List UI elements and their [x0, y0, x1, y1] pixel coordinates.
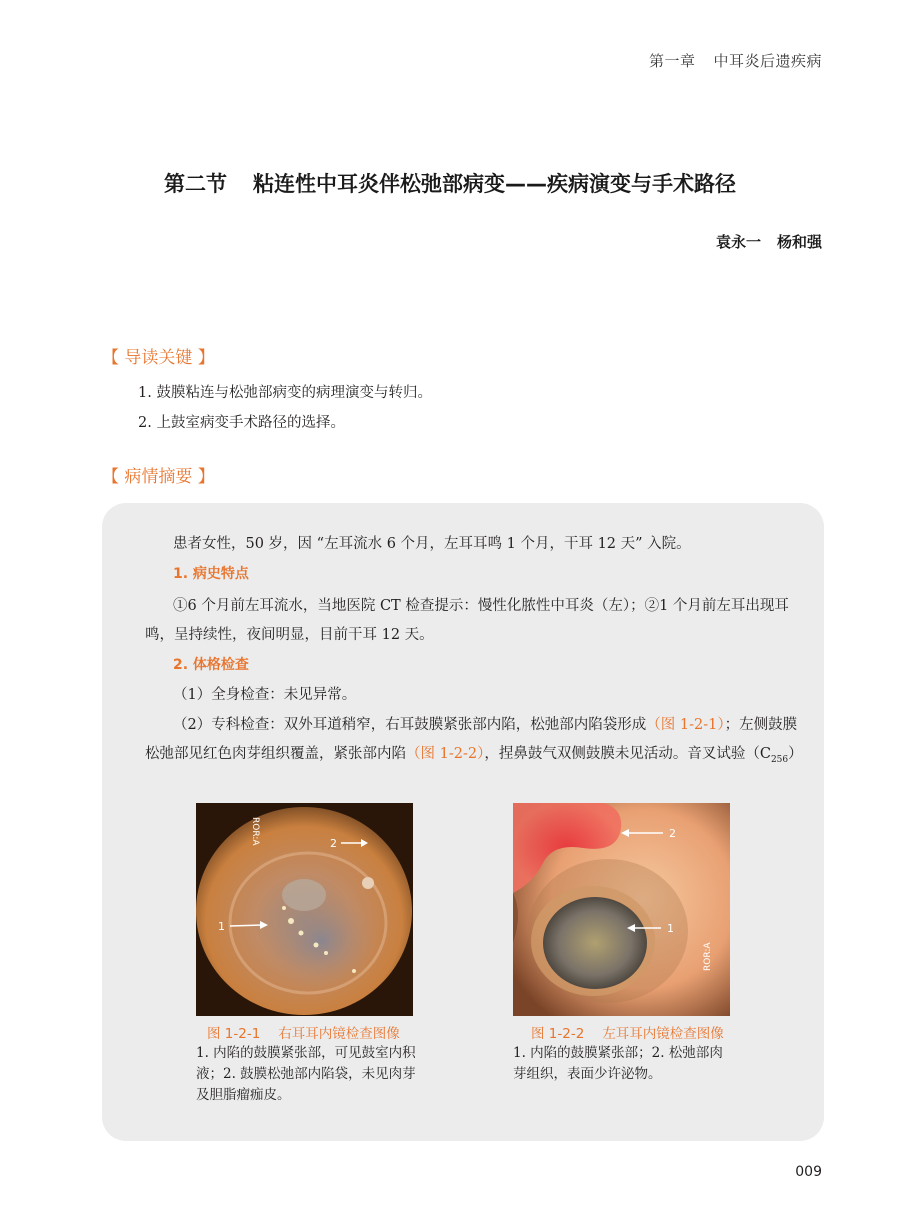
section-number: 第二节 — [164, 172, 227, 196]
case-intro: 患者女性，50 岁，因 “左耳流水 6 个月，左耳耳鸣 1 个月，干耳 12 天” 入院。 — [173, 536, 691, 552]
guide-item: 2. 上鼓室病变手术路径的选择。 — [138, 415, 345, 431]
caption-line: 1. 内陷的鼓膜紧张部；2. 松弛部肉 — [513, 1045, 723, 1061]
exam-text: 松弛部见红色肉芽组织覆盖，紧张部内陷 — [145, 746, 406, 762]
exam-general: （1）全身检查：未见异常。 — [173, 687, 357, 703]
guide-list — [138, 378, 432, 438]
figure-label: 图 1-2-2 — [531, 1026, 585, 1042]
exam-heading: 2. 体格检查 — [173, 657, 249, 673]
history-text: ①6 个月前左耳流水，当地医院 CT 检查提示：慢性化脓性中耳炎（左）；②1 个月前左耳出现耳 — [173, 598, 789, 614]
figure-caption-body — [513, 1043, 723, 1085]
arrow-label: 1 — [667, 922, 674, 935]
exam-special-text — [173, 713, 797, 734]
arrow-label: 1 — [218, 920, 225, 933]
figure-title: 右耳耳内镜检查图像 — [278, 1026, 400, 1042]
history-heading: 1. 病史特点 — [173, 566, 249, 582]
history-text: 鸣，呈持续性，夜间明显，目前干耳 12 天。 — [145, 627, 434, 643]
guide-item: 1. 鼓膜粘连与松弛部病变的病理演变与转归。 — [138, 385, 432, 401]
caption-line: 及胆脂瘤痂皮。 — [196, 1087, 291, 1103]
exam-text: ） — [788, 746, 803, 762]
subscript: 256 — [770, 754, 789, 765]
summary-heading: 【 病情摘要 】 — [102, 467, 215, 487]
chapter-title: 中耳炎后遗疾病 — [713, 52, 822, 70]
figure-reference-link[interactable]: （图 1-2-1） — [646, 717, 725, 733]
exam-text: ；左侧鼓膜 — [724, 717, 798, 733]
authors — [716, 231, 822, 252]
section-title — [0, 168, 900, 198]
image-overlay-text: ROR:A — [703, 942, 713, 971]
exam-text: ，捏鼻鼓气双侧鼓膜未见活动。音叉试验（C — [484, 746, 771, 762]
figure-title: 左耳耳内镜检查图像 — [602, 1026, 724, 1042]
endoscope-photo — [513, 803, 730, 1016]
figure-caption-title — [207, 1022, 400, 1042]
caption-line: 1. 内陷的鼓膜紧张部，可见鼓室内积 — [196, 1045, 416, 1061]
section-title-text: 粘连性中耳炎伴松弛部病变——疾病演变与手术路径 — [253, 172, 736, 196]
figure-caption-body — [196, 1043, 416, 1106]
caption-line: 芽组织，表面少许泌物。 — [513, 1066, 662, 1082]
arrow-label: 2 — [669, 827, 676, 840]
chapter-number: 第一章 — [648, 52, 696, 70]
caption-line: 液；2. 鼓膜松弛部内陷袋，未见肉芽 — [196, 1066, 416, 1082]
exam-special-text — [145, 742, 803, 765]
page-number: 009 — [795, 1164, 822, 1180]
author-name: 袁永一 — [715, 233, 761, 251]
endoscope-image-right-ear — [196, 803, 413, 1016]
figure-label: 图 1-2-1 — [207, 1026, 261, 1042]
image-overlay-text: ROR:A — [250, 817, 260, 846]
exam-text: （2）专科检查：双外耳道稍窄，右耳鼓膜紧张部内陷，松弛部内陷袋形成 — [173, 717, 647, 733]
endoscope-image-left-ear — [513, 803, 730, 1016]
author-name: 杨和强 — [776, 233, 822, 251]
arrow-label: 2 — [330, 837, 337, 850]
arrow-1-line — [230, 925, 262, 926]
endoscope-photo — [196, 803, 413, 1016]
figure-caption-title — [531, 1022, 724, 1042]
running-header — [649, 50, 822, 71]
guide-heading: 【 导读关键 】 — [102, 348, 215, 368]
figure-reference-link[interactable]: （图 1-2-2） — [406, 746, 485, 762]
